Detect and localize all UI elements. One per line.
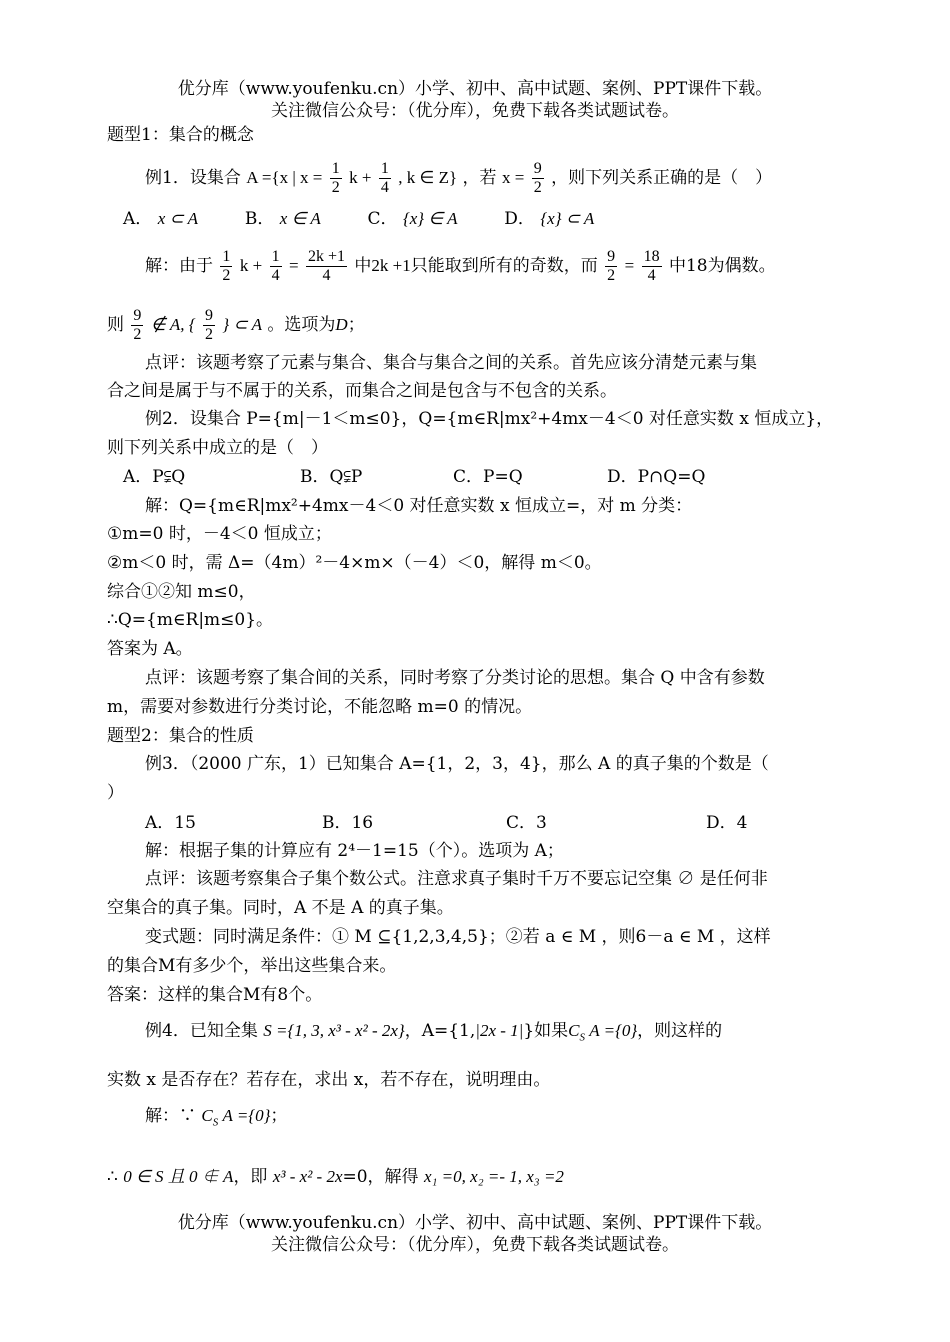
example-3-option-a: A．15	[145, 813, 196, 833]
example-2-comment-line-1: 点评：该题考察了集合间的关系，同时考察了分类讨论的思想。集合 Q 中含有参数	[145, 668, 765, 688]
example-1-comment-line-1: 点评：该题考察了元素与集合、集合与集合之间的关系。首先应该分清楚元素与集	[145, 353, 757, 373]
fraction-9-2: $\frac{9}{2}$	[533, 160, 542, 196]
example-1-solution-line-2: 则 $\frac{9}{2}$ ∉ A, { $\frac{9}{2}$ } ⊂ A 。选项为D；	[107, 307, 365, 343]
footer-line-2: 关注微信公众号：（优分库），免费下载各类试题试卷。	[271, 1235, 679, 1255]
example-4-question-line-1: 例4．已知全集 S ={1, 3, x³ - x² - 2x}，A={1,|2x - 1|}如果$C_S$ A ={0}，则这样的	[145, 1021, 723, 1044]
example-3-option-d: D．4	[706, 813, 748, 833]
example-4-solution-line-2: ∴ 0 ∈ S 且 0 ∉ A，即 x³ - x² - 2x=0，解得 x₁ =0, x₂ =- 1, x₃ =2	[107, 1167, 564, 1187]
example-3-solution: 解：根据子集的计算应有 2⁴－1=15（个）。选项为 A；	[145, 841, 564, 861]
example-2-comment-line-2: m，需要对参数进行分类讨论，不能忽略 m=0 的情况。	[107, 697, 533, 717]
example-3-option-c: C．3	[506, 813, 547, 833]
fraction-1-4: $\frac{1}{4}$	[380, 160, 389, 196]
variant-question-line-2: 的集合M有多少个，举出这些集合来。	[107, 956, 397, 976]
example-1-options: A． x ⊂ A B． x ∈ A C． {x} ∈ A D． {x} ⊂ A	[123, 209, 595, 229]
example-2-question-line-2: 则下列关系中成立的是（ ）	[107, 438, 328, 458]
set-a-start: A ={x | x =	[246, 168, 323, 187]
variant-answer: 答案：这样的集合M有8个。	[107, 985, 323, 1005]
example-4-question-line-2: 实数 x 是否存在？若存在，求出 x，若不存在，说明理由。	[107, 1070, 551, 1090]
fraction-18-4: $\frac{18}{4}$	[643, 248, 660, 284]
variant-question-line-1: 变式题：同时满足条件：① M ⊆{1,2,3,4,5}；②若 a ∈ M ，则6－a ∈ M ，这样	[145, 927, 771, 947]
example-3-comment-line-2: 空集合的真子集。同时，A 不是 A 的真子集。	[107, 898, 454, 918]
example-2-options: A．P⫋Q	[123, 467, 186, 487]
example-2-solution-line-2: ①m=0 时，－4＜0 恒成立；	[107, 524, 332, 544]
example-2-answer: 答案为 A。	[107, 639, 193, 659]
example-1-solution-line-1: 解：由于 $\frac{1}{2}$ k + $\frac{1}{4}$ = $\frac{2k +1}{4}$ 中2k +1只能取到所有的奇数，而 $\frac{9}{2}$ = $\frac{18}{4}$ 中18为偶数。	[145, 248, 776, 284]
example-2-question-line-1: 例2．设集合 P={m|－1＜m≤0}，Q={m∈R|mx²+4mx－4＜0 对任意实数 x 恒成立}，	[145, 409, 834, 429]
example-4-solution-line-1: 解：∵ $C_S$ A ={0}；	[145, 1106, 288, 1129]
example-2-solution-line-1: 解：Q={m∈R|mx²+4mx－4＜0 对任意实数 x 恒成立=，对 m 分类：	[145, 496, 693, 516]
fraction-1-2: $\frac{1}{2}$	[331, 160, 340, 196]
example-3-option-b: B．16	[322, 813, 374, 833]
example-2-solution-line-5: ∴Q={m∈R|m≤0}。	[107, 610, 274, 630]
example-2-solution-line-3: ②m＜0 时，需 Δ=（4m）²－4×m×（－4）＜0，解得 m＜0。	[107, 553, 602, 573]
footer-line-1: 优分库（www.youfenku.cn）小学、初中、高中试题、案例、PPT课件下载。	[177, 1213, 773, 1233]
example-3-comment-line-1: 点评：该题考察集合子集个数公式。注意求真子集时千万不要忘记空集 ∅ 是任何非	[145, 869, 768, 889]
section-2-title: 题型2：集合的性质	[107, 726, 254, 746]
example-3-question-line-1: 例3．（2000 广东，1）已知集合 A={1，2，3，4}，那么 A 的真子集的个数是（	[145, 754, 769, 774]
header-line-1: 优分库（www.youfenku.cn）小学、初中、高中试题、案例、PPT课件下载。	[177, 79, 773, 99]
header-line-2: 关注微信公众号：（优分库），免费下载各类试题试卷。	[271, 101, 679, 121]
example-3-question-line-2: ）	[107, 783, 124, 803]
example-1-question: 例1．设集合 A ={x | x = $\frac{1}{2}$ k + $\frac{1}{4}$ , k ∈ Z} ，若 x = $\frac{9}{2}$ ，则下列关系正确的是（ ）	[145, 160, 773, 196]
document-page: 优分库（www.youfenku.cn）小学、初中、高中试题、案例、PPT课件下载。 关注微信公众号：（优分库），免费下载各类试题试卷。 题型1：集合的概念 例1．设集合 A ={x | x = $\frac{1}{2}$ k + $\frac{1}{4}$ , k ∈ Z} ，若 x = $\frac{9}{2}$ ，则下列关系正确的是（ ） A． x ⊂ A B． x ∈ A C． {x} ∈ A D． {x} ⊂ A 解：由于 $\frac{1}{2}$ k + $\frac{1}{4}$ = $\frac{2k +1}{4}$ 中2k +1只能取到所有的奇数，而 $\frac{9}{2}$ = $\frac{18}{4}$ 中18为偶数。 则 $\frac{9}{2}$ ∉ A, { $\frac{9}{2}$ } ⊂ A 。选项为D； 点评：该题考察了元素与集合、集合与集合之间的关系。首先应该分清楚元素与集 合之间是属于与不属于的关系，而集合之间是包含与不包含的关系。 例2．设集合 P={m|－1＜m≤0}，Q={m∈R|mx²+4mx－4＜0 对任意实数 x 恒成立}， 则下列关系中成立的是（ ） A．P⫋Q B．Q⫋P C．P=Q D．P∩Q=Q 解：Q={m∈R|mx²+4mx－4＜0 对任意实数 x 恒成立=，对 m 分类： ①m=0 时，－4＜0 恒成立； ②m＜0 时，需 Δ=（4m）²－4×m×（－4）＜0，解得 m＜0。 综合①②知 m≤0， ∴Q={m∈R|m≤0}。 答案为 A。 点评：该题考察了集合间的关系，同时考察了分类讨论的思想。集合 Q 中含有参数 m，需要对参数进行分类讨论，不能忽略 m=0 的情况。 题型2：集合的性质 例3．（2000 广东，1）已知集合 A={1，2，3，4}，那么 A 的真子集的个数是（ ） A．15 B．16 C．3 D．4 解：根据子集的计算应有 2⁴－1=15（个）。选项为 A； 点评：该题考察集合子集个数公式。注意求真子集时千万不要忘记空集 ∅ 是任何非 空集合的真子集。同时，A 不是 A 的真子集。 变式题：同时满足条件：① M ⊆{1,2,3,4,5}；②若 a ∈ M ，则6－a ∈ M ，这样 的集合M有多少个，举出这些集合来。 答案：这样的集合M有8个。 例4．已知全集 S ={1, 3, x³ - x² - 2x}，A={1,|2x - 1|}如果$C_S$ A ={0}，则这样的 实数 x 是否存在？若存在，求出 x，若不存在，说明理由。 解：∵ $C_S$ A ={0}； ∴ 0 ∈ S 且 0 ∉ A，即 x³ - x² - 2x=0，解得 x₁ =0, x₂ =- 1, x₃ =2 优分库（www.youfenku.cn）小学、初中、高中试题、案例、PPT课件下载。 关注微信公众号：（优分库），免费下载各类试题试卷。	[0, 0, 950, 1342]
example-1-comment-line-2: 合之间是属于与不属于的关系，而集合之间是包含与不包含的关系。	[107, 381, 617, 401]
example-2-solution-line-4: 综合①②知 m≤0，	[107, 582, 256, 602]
section-1-title: 题型1：集合的概念	[107, 125, 254, 145]
fraction-2k1-4: $\frac{2k +1}{4}$	[307, 248, 345, 284]
